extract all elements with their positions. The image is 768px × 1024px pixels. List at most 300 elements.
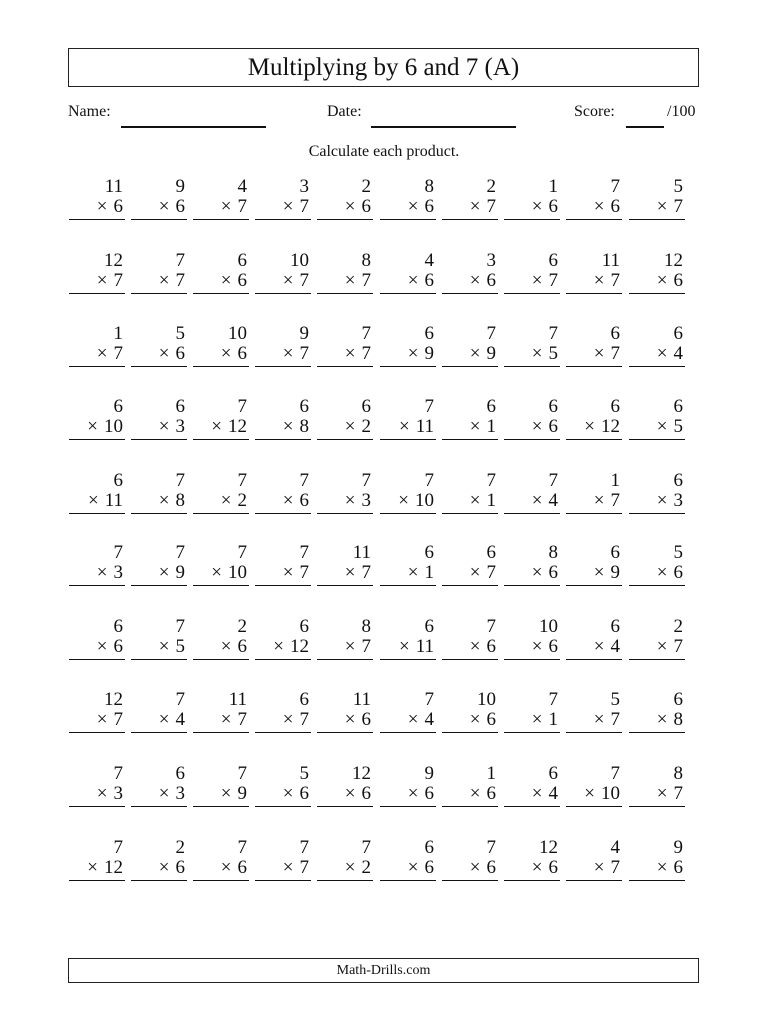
score-label: Score: [574,103,615,120]
problem [179,324,249,367]
problem [303,617,373,660]
multiplicand: 11 [352,689,371,710]
times-operator: × [282,343,294,364]
multiplier-value: 6 [237,636,247,657]
multiplicand: 5 [299,763,309,784]
problem [241,543,311,586]
score-total: /100 [667,103,696,120]
times-operator: × [96,636,108,657]
problem [615,690,685,733]
problem [303,543,373,586]
multiplier [566,271,622,294]
times-operator: × [96,783,108,804]
multiplier [629,344,685,367]
problem [615,764,685,807]
multiplier-value: 6 [424,270,434,291]
problem [55,838,125,881]
multiplier-value: 7 [113,343,123,364]
multiplier-value: 6 [237,270,247,291]
multiplier-value: 8 [299,416,309,437]
problem [303,177,373,220]
multiplicand: 6 [610,616,620,637]
multiplicand: 8 [548,542,558,563]
multiplicand: 11 [228,689,247,710]
multiplicand: 9 [175,176,185,197]
times-operator: × [344,857,356,878]
times-operator: × [220,783,232,804]
times-operator: × [282,270,294,291]
times-operator: × [656,709,668,730]
multiplicand: 6 [610,396,620,417]
multiplier-value: 6 [548,857,558,878]
multiplier-value: 10 [601,783,620,804]
multiplier-value: 4 [424,709,434,730]
multiplier-value: 7 [237,196,247,217]
problem [490,177,560,220]
multiplier [629,417,685,440]
multiplicand: 6 [673,470,683,491]
times-operator: × [87,857,98,878]
times-operator: × [158,343,170,364]
multiplier-value: 7 [610,857,620,878]
multiplicand: 6 [610,542,620,563]
multiplicand: 10 [290,250,309,271]
multiplicand: 7 [175,689,185,710]
problem [179,543,249,586]
multiplicand: 4 [424,250,434,271]
problem [366,838,436,881]
multiplier-value: 12 [104,857,123,878]
times-operator: × [531,196,543,217]
multiplier [566,637,622,660]
times-operator: × [398,636,410,657]
times-operator: × [282,857,294,878]
multiplicand: 7 [113,542,123,563]
multiplicand: 4 [610,837,620,858]
times-operator: × [469,490,481,511]
multiplier-value: 7 [610,709,620,730]
multiplier-value: 7 [299,270,309,291]
times-operator: × [220,636,232,657]
multiplicand: 7 [486,323,496,344]
multiplicand: 7 [175,470,185,491]
multiplier-value: 6 [486,709,496,730]
times-operator: × [211,562,222,583]
problem [179,764,249,807]
multiplicand: 6 [175,763,185,784]
multiplier-value: 7 [673,636,683,657]
multiplier-value: 6 [610,196,620,217]
times-operator: × [531,343,543,364]
multiplier [566,344,622,367]
multiplier-value: 6 [237,343,247,364]
multiplier-value: 6 [424,196,434,217]
multiplier-value: 7 [361,270,371,291]
times-operator: × [96,270,108,291]
multiplicand: 8 [361,250,371,271]
problem [179,397,249,440]
multiplicand: 7 [237,470,247,491]
times-operator: × [656,343,668,364]
multiplicand: 6 [486,396,496,417]
problem [366,471,436,514]
problem [490,838,560,881]
multiplier-value: 11 [104,490,123,511]
times-operator: × [407,709,419,730]
multiplier-value: 7 [361,636,371,657]
problem [552,177,622,220]
problem [303,471,373,514]
times-operator: × [407,562,419,583]
multiplier-value: 7 [299,562,309,583]
problem [366,543,436,586]
times-operator: × [158,196,170,217]
multiplicand: 11 [352,542,371,563]
multiplicand: 12 [664,250,683,271]
problem [428,690,498,733]
times-operator: × [282,709,294,730]
multiplier-value: 7 [361,343,371,364]
multiplier [566,784,622,807]
multiplier-value: 6 [673,270,683,291]
multiplier-value: 7 [299,709,309,730]
times-operator: × [282,490,294,511]
multiplicand: 10 [228,323,247,344]
problem [55,690,125,733]
multiplicand: 6 [113,470,123,491]
multiplier [317,271,373,294]
multiplicand: 3 [486,250,496,271]
multiplier-value: 6 [175,857,185,878]
multiplicand: 4 [237,176,247,197]
problem [615,177,685,220]
problem [117,838,187,881]
problem [55,617,125,660]
problem [179,177,249,220]
problem [366,397,436,440]
multiplier-value: 8 [673,709,683,730]
times-operator: × [407,857,419,878]
problem [490,543,560,586]
problem [490,397,560,440]
multiplier-value: 12 [290,636,309,657]
multiplicand: 7 [548,470,558,491]
times-operator: × [593,857,605,878]
problem [552,251,622,294]
multiplier [317,637,373,660]
problem [366,690,436,733]
times-operator: × [344,270,356,291]
problem [117,690,187,733]
times-operator: × [531,709,543,730]
times-operator: × [398,416,410,437]
problem [179,251,249,294]
multiplier [317,491,373,514]
times-operator: × [593,490,605,511]
times-operator: × [158,416,170,437]
times-operator: × [96,343,108,364]
multiplier-value: 10 [415,490,434,511]
times-operator: × [282,196,294,217]
multiplicand: 12 [104,689,123,710]
multiplier [317,197,373,220]
problem [490,690,560,733]
date-label: Date: [327,103,362,120]
multiplier-value: 7 [610,490,620,511]
multiplier-value: 2 [361,857,371,878]
times-operator: × [158,270,170,291]
multiplier-value: 1 [424,562,434,583]
multiplier-value: 8 [175,490,185,511]
multiplicand: 7 [486,470,496,491]
multiplicand: 9 [299,323,309,344]
problem [366,251,436,294]
times-operator: × [593,270,605,291]
multiplicand: 9 [424,763,434,784]
multiplier-value: 7 [610,343,620,364]
multiplier-value: 6 [548,562,558,583]
multiplier-value: 4 [548,490,558,511]
times-operator: × [220,270,232,291]
multiplicand: 6 [175,396,185,417]
multiplicand: 7 [361,470,371,491]
multiplier-value: 6 [361,709,371,730]
multiplicand: 7 [486,616,496,637]
problem [55,543,125,586]
multiplicand: 8 [424,176,434,197]
problem [552,397,622,440]
multiplicand: 6 [299,689,309,710]
multiplicand: 5 [673,542,683,563]
multiplicand: 7 [299,837,309,858]
multiplier-value: 11 [415,416,434,437]
multiplicand: 1 [113,323,123,344]
times-operator: × [593,636,605,657]
times-operator: × [469,709,481,730]
times-operator: × [96,562,108,583]
problem [428,764,498,807]
problem [428,251,498,294]
times-operator: × [593,343,605,364]
multiplier-value: 7 [548,270,558,291]
problem [117,617,187,660]
multiplier-value: 2 [237,490,247,511]
multiplier-value: 9 [610,562,620,583]
multiplier-value: 10 [104,416,123,437]
multiplicand: 5 [673,176,683,197]
multiplier-value: 4 [610,636,620,657]
problem [55,397,125,440]
problem [303,764,373,807]
problem [428,324,498,367]
problem [615,324,685,367]
multiplier [629,197,685,220]
multiplicand: 12 [539,837,558,858]
problem [241,690,311,733]
problem [303,397,373,440]
multiplier-value: 3 [113,783,123,804]
multiplier-value: 9 [486,343,496,364]
times-operator: × [158,857,170,878]
multiplicand: 7 [237,396,247,417]
multiplicand: 1 [486,763,496,784]
multiplier [317,710,373,733]
multiplicand: 6 [424,616,434,637]
times-operator: × [656,857,668,878]
multiplier-value: 3 [113,562,123,583]
multiplier [629,710,685,733]
multiplicand: 5 [610,689,620,710]
multiplier-value: 6 [361,783,371,804]
multiplicand: 7 [237,542,247,563]
multiplier-value: 7 [237,709,247,730]
multiplicand: 6 [610,323,620,344]
times-operator: × [282,562,294,583]
multiplicand: 6 [299,396,309,417]
problem [241,324,311,367]
multiplicand: 7 [299,470,309,491]
multiplier-value: 7 [361,562,371,583]
multiplier-value: 3 [175,783,185,804]
multiplier-value: 7 [113,709,123,730]
multiplicand: 7 [237,763,247,784]
multiplier [629,491,685,514]
problem [428,838,498,881]
times-operator: × [220,196,232,217]
problem [179,617,249,660]
multiplier-value: 6 [299,783,309,804]
multiplier-value: 6 [175,196,185,217]
multiplier-value: 7 [673,196,683,217]
times-operator: × [282,416,294,437]
multiplier [629,563,685,586]
times-operator: × [531,270,543,291]
multiplier-value: 2 [361,416,371,437]
times-operator: × [87,490,99,511]
multiplicand: 6 [673,396,683,417]
multiplier-value: 4 [175,709,185,730]
problem [615,617,685,660]
problem [428,543,498,586]
problem [366,177,436,220]
multiplier-value: 5 [175,636,185,657]
multiplicand: 6 [113,616,123,637]
multiplier-value: 6 [673,562,683,583]
times-operator: × [531,416,543,437]
multiplier-value: 1 [486,416,496,437]
multiplicand: 7 [175,616,185,637]
multiplier-value: 6 [548,196,558,217]
problem [241,838,311,881]
multiplicand: 6 [237,250,247,271]
multiplicand: 12 [104,250,123,271]
problem [55,471,125,514]
multiplier-value: 7 [673,783,683,804]
times-operator: × [158,490,170,511]
problem [428,471,498,514]
times-operator: × [398,490,409,511]
multiplicand: 7 [175,250,185,271]
multiplier-value: 6 [486,857,496,878]
problem [615,543,685,586]
multiplicand: 11 [601,250,620,271]
multiplicand: 7 [548,689,558,710]
multiplier [566,491,622,514]
problem [428,177,498,220]
multiplicand: 2 [673,616,683,637]
times-operator: × [407,783,419,804]
multiplier-value: 10 [228,562,247,583]
multiplier-value: 6 [548,636,558,657]
problem [552,471,622,514]
problem [241,251,311,294]
multiplicand: 6 [424,837,434,858]
problem [241,397,311,440]
multiplicand: 6 [361,396,371,417]
multiplicand: 10 [477,689,496,710]
multiplicand: 6 [673,323,683,344]
multiplicand: 7 [113,837,123,858]
multiplier-value: 6 [548,416,558,437]
problem [117,397,187,440]
times-operator: × [407,196,419,217]
problem [55,764,125,807]
multiplier [629,637,685,660]
problem [55,324,125,367]
problem [117,543,187,586]
times-operator: × [407,270,419,291]
multiplier-value: 6 [237,857,247,878]
multiplicand: 5 [175,323,185,344]
multiplier [566,417,622,440]
multiplicand: 7 [424,396,434,417]
multiplier-value: 7 [299,196,309,217]
multiplicand: 6 [548,250,558,271]
problem [552,543,622,586]
problem [552,690,622,733]
problem [179,690,249,733]
times-operator: × [656,196,668,217]
multiplier-value: 5 [548,343,558,364]
times-operator: × [96,196,108,217]
multiplicand: 10 [539,616,558,637]
problem [117,324,187,367]
multiplicand: 7 [299,542,309,563]
problem [615,251,685,294]
multiplier [566,197,622,220]
times-operator: × [344,416,356,437]
multiplier-value: 9 [424,343,434,364]
times-operator: × [469,783,481,804]
multiplicand: 2 [237,616,247,637]
multiplicand: 7 [361,323,371,344]
times-operator: × [531,636,543,657]
times-operator: × [211,416,222,437]
multiplicand: 2 [361,176,371,197]
multiplicand: 6 [486,542,496,563]
multiplier-value: 7 [299,857,309,878]
multiplier-value: 12 [228,416,247,437]
multiplicand: 6 [424,323,434,344]
times-operator: × [344,783,356,804]
multiplier-value: 1 [548,709,558,730]
multiplicand: 2 [486,176,496,197]
problem [615,397,685,440]
problem [366,324,436,367]
multiplier-value: 3 [673,490,683,511]
problem [366,764,436,807]
problem [552,324,622,367]
